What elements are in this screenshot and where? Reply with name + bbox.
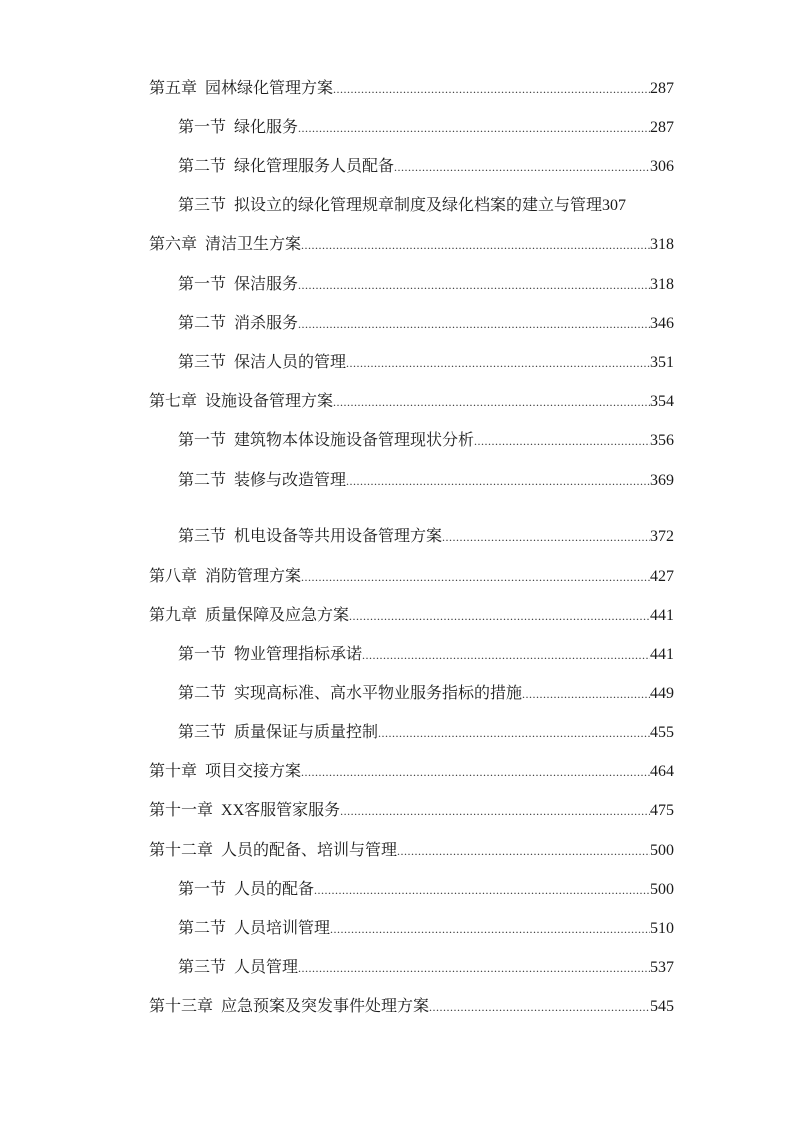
toc-entry-title: 建筑物本体设施设备管理现状分析 bbox=[234, 432, 475, 449]
toc-entry-title: 项目交接方案 bbox=[205, 763, 302, 780]
toc-entry-number: 第三节 bbox=[178, 197, 227, 214]
toc-entry-chapter[interactable] bbox=[149, 390, 674, 414]
toc-entry-title: 物业管理指标承诺 bbox=[234, 646, 363, 663]
toc-dot-leader bbox=[298, 312, 650, 336]
toc-entry-section[interactable] bbox=[178, 721, 674, 745]
toc-entry-title: XX客服管家服务 bbox=[221, 802, 341, 819]
toc-entry-section[interactable] bbox=[178, 878, 674, 902]
toc-entry-chapter[interactable] bbox=[149, 565, 674, 589]
toc-entry-title: 清洁卫生方案 bbox=[205, 236, 302, 253]
toc-entry-title: 实现高标准、高水平物业服务指标的措施 bbox=[234, 685, 523, 702]
toc-entry-page-number: 307 bbox=[602, 197, 627, 214]
toc-entry-chapter[interactable] bbox=[149, 995, 674, 1019]
toc-entry-chapter[interactable] bbox=[149, 839, 674, 863]
toc-dot-leader bbox=[301, 565, 650, 589]
toc-entry-page-number: 356 bbox=[650, 432, 674, 449]
toc-dot-leader bbox=[397, 839, 650, 863]
toc-entry-number: 第二节 bbox=[178, 315, 227, 332]
toc-dot-leader bbox=[349, 604, 650, 628]
toc-entry-title: 保洁人员的管理 bbox=[234, 354, 347, 371]
toc-entry-page-number: 287 bbox=[650, 80, 674, 97]
toc-entry-page-number: 369 bbox=[650, 472, 674, 489]
toc-entry-title: 消防管理方案 bbox=[205, 568, 302, 585]
toc-entry-number: 第五章 bbox=[149, 80, 198, 97]
toc-entry-number: 第二节 bbox=[178, 158, 227, 175]
toc-entry-chapter[interactable] bbox=[149, 233, 674, 257]
toc-entry-number: 第八章 bbox=[149, 568, 198, 585]
toc-entry-title: 园林绿化管理方案 bbox=[205, 80, 334, 97]
toc-entry-number: 第一节 bbox=[178, 432, 227, 449]
toc-entry-title: 消杀服务 bbox=[234, 315, 299, 332]
toc-entry-section[interactable] bbox=[178, 525, 674, 549]
toc-entry-number: 第一节 bbox=[178, 119, 227, 136]
toc-entry-chapter[interactable] bbox=[149, 760, 674, 784]
toc-entry-page-number: 441 bbox=[650, 607, 674, 624]
toc-entry-chapter[interactable] bbox=[149, 77, 674, 101]
toc-dot-leader bbox=[346, 469, 650, 493]
toc-dot-leader bbox=[333, 390, 650, 414]
toc-entry-number: 第二节 bbox=[178, 472, 227, 489]
toc-entry-title: 设施设备管理方案 bbox=[205, 393, 334, 410]
toc-entry-page-number: 441 bbox=[650, 646, 674, 663]
toc-entry-title: 人员的配备 bbox=[234, 881, 315, 898]
toc-entry-number: 第十一章 bbox=[149, 802, 214, 819]
toc-entry-title: 装修与改造管理 bbox=[234, 472, 347, 489]
toc-dot-leader bbox=[394, 155, 650, 179]
toc-entry-page-number: 475 bbox=[650, 802, 674, 819]
toc-entry-section[interactable] bbox=[178, 194, 674, 218]
toc-entry-page-number: 500 bbox=[650, 842, 674, 859]
toc-dot-leader bbox=[429, 995, 650, 1019]
toc-entry-title: 拟设立的绿化管理规章制度及绿化档案的建立与管理 bbox=[234, 197, 603, 214]
toc-entry-page-number: 449 bbox=[650, 685, 674, 702]
toc-entry-title: 机电设备等共用设备管理方案 bbox=[234, 528, 443, 545]
toc-entry-section[interactable] bbox=[178, 469, 674, 493]
toc-entry-number: 第十三章 bbox=[149, 998, 214, 1015]
toc-entry-number: 第一节 bbox=[178, 646, 227, 663]
toc-entry-number: 第三节 bbox=[178, 528, 227, 545]
toc-dot-leader bbox=[333, 77, 650, 101]
toc-entry-page-number: 510 bbox=[650, 920, 674, 937]
toc-dot-leader bbox=[298, 116, 650, 140]
toc-entry-section[interactable] bbox=[178, 956, 674, 980]
toc-entry-title: 保洁服务 bbox=[234, 276, 299, 293]
toc-entry-number: 第二节 bbox=[178, 920, 227, 937]
toc-entry-page-number: 500 bbox=[650, 881, 674, 898]
toc-entry-section[interactable] bbox=[178, 312, 674, 336]
toc-entry-title: 人员管理 bbox=[234, 959, 299, 976]
toc-entry-number: 第九章 bbox=[149, 607, 198, 624]
toc-entry-page-number: 464 bbox=[650, 763, 674, 780]
toc-entry-chapter[interactable] bbox=[149, 604, 674, 628]
toc-entry-number: 第二节 bbox=[178, 685, 227, 702]
toc-entry-number: 第三节 bbox=[178, 724, 227, 741]
toc-entry-page-number: 372 bbox=[650, 528, 674, 545]
toc-entry-title: 质量保障及应急方案 bbox=[205, 607, 350, 624]
toc-dot-leader bbox=[298, 956, 650, 980]
toc-entry-page-number: 455 bbox=[650, 724, 674, 741]
toc-entry-title: 人员培训管理 bbox=[234, 920, 331, 937]
toc-dot-leader bbox=[378, 721, 650, 745]
toc-entry-section[interactable] bbox=[178, 429, 674, 453]
toc-entry-page-number: 537 bbox=[650, 959, 674, 976]
toc-entry-number: 第十二章 bbox=[149, 842, 214, 859]
toc-entry-title: 绿化服务 bbox=[234, 119, 299, 136]
toc-dot-leader bbox=[301, 233, 650, 257]
toc-entry-section[interactable] bbox=[178, 643, 674, 667]
toc-dot-leader bbox=[474, 429, 650, 453]
toc-entry-section[interactable] bbox=[178, 351, 674, 375]
toc-dot-leader bbox=[330, 917, 650, 941]
toc-dot-leader bbox=[362, 643, 650, 667]
toc-entry-page-number: 346 bbox=[650, 315, 674, 332]
toc-entry-number: 第三节 bbox=[178, 959, 227, 976]
toc-dot-leader bbox=[346, 351, 650, 375]
toc-dot-leader bbox=[340, 799, 650, 823]
toc-entry-number: 第三节 bbox=[178, 354, 227, 371]
toc-dot-leader bbox=[298, 273, 650, 297]
toc-entry-section[interactable] bbox=[178, 917, 674, 941]
toc-entry-section[interactable] bbox=[178, 273, 674, 297]
toc-entry-page-number: 318 bbox=[650, 276, 674, 293]
toc-dot-leader bbox=[301, 760, 650, 784]
toc-entry-page-number: 427 bbox=[650, 568, 674, 585]
toc-dot-leader bbox=[314, 878, 650, 902]
toc-entry-number: 第七章 bbox=[149, 393, 198, 410]
toc-entry-section[interactable] bbox=[178, 682, 674, 706]
toc-entry-page-number: 354 bbox=[650, 393, 674, 410]
toc-entry-page-number: 306 bbox=[650, 158, 674, 175]
toc-entry-page-number: 287 bbox=[650, 119, 674, 136]
toc-dot-leader bbox=[442, 525, 650, 549]
toc-entry-number: 第六章 bbox=[149, 236, 198, 253]
toc-entry-number: 第十章 bbox=[149, 763, 198, 780]
toc-entry-title: 应急预案及突发事件处理方案 bbox=[221, 998, 430, 1015]
toc-entry-chapter[interactable] bbox=[149, 799, 674, 823]
toc-entry-title: 质量保证与质量控制 bbox=[234, 724, 379, 741]
toc-entry-title: 绿化管理服务人员配备 bbox=[234, 158, 395, 175]
toc-entry-section[interactable] bbox=[178, 155, 674, 179]
toc-entry-title: 人员的配备、培训与管理 bbox=[221, 842, 398, 859]
toc-entry-page-number: 545 bbox=[650, 998, 674, 1015]
toc-entry-page-number: 318 bbox=[650, 236, 674, 253]
toc-entry-number: 第一节 bbox=[178, 881, 227, 898]
toc-entry-number: 第一节 bbox=[178, 276, 227, 293]
toc-dot-leader bbox=[522, 682, 650, 706]
toc-entry-page-number: 351 bbox=[650, 354, 674, 371]
toc-entry-section[interactable] bbox=[178, 116, 674, 140]
